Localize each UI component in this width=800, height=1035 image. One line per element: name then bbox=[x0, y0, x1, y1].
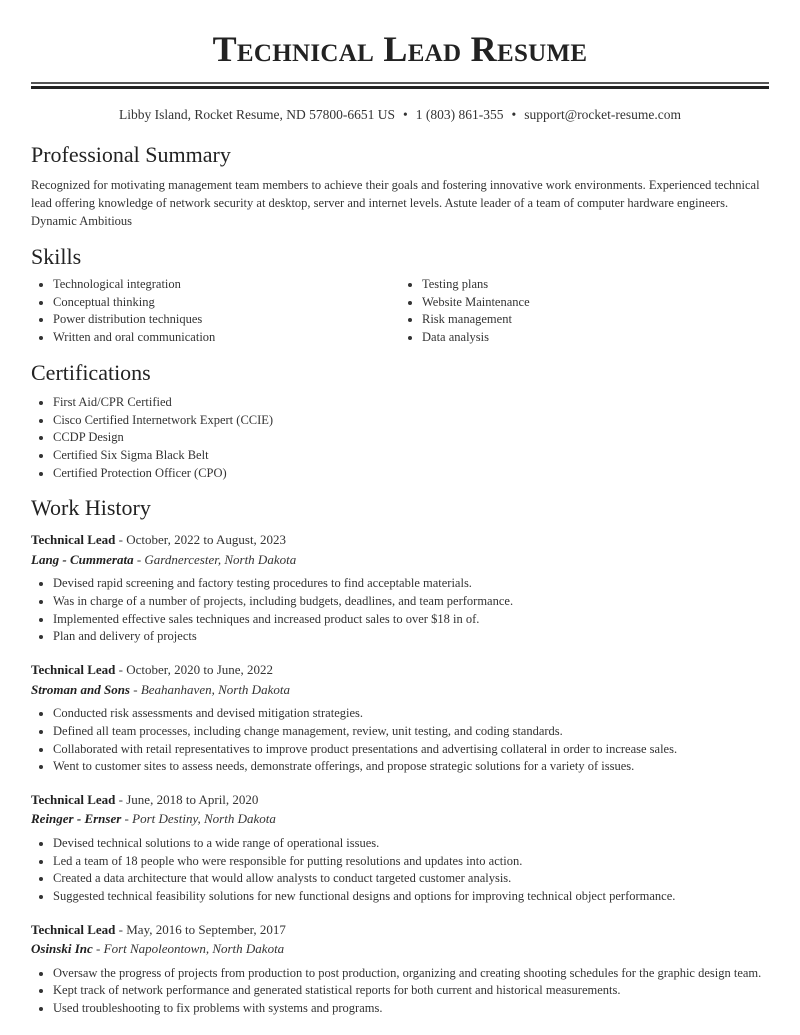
job-entry bbox=[31, 660, 769, 776]
job-dates: May, 2016 to September, 2017 bbox=[126, 921, 286, 937]
contact-email: support@rocket-resume.com bbox=[524, 107, 681, 122]
summary-text: Recognized for motivating management team members to achieve their goals and fostering innovative work environments. Experienced technical lead offering knowledge of network security at desktop, server and internet levels. Astute leader of a team of computer hardware engineers. Dynamic Ambitious bbox=[31, 178, 760, 228]
certification-item: • CCDP Design bbox=[53, 429, 769, 447]
work-history-heading: Work History bbox=[31, 495, 151, 521]
skills-heading: Skills bbox=[31, 244, 82, 269]
job-dates: October, 2020 to June, 2022 bbox=[126, 662, 274, 678]
job-bullet: • Oversaw the progress of projects from production to post production, organizing and creating shooting schedules for the graphic design team. bbox=[53, 965, 769, 983]
resume-title: Technical Lead Resume bbox=[212, 29, 588, 69]
job-dates: June, 2018 to April, 2020 bbox=[126, 791, 259, 807]
company-line bbox=[31, 680, 769, 700]
dash: - bbox=[115, 532, 127, 548]
separator-dot: • bbox=[403, 107, 408, 122]
job-bullet: • Conducted risk assessments and devised mitigation strategies. bbox=[53, 705, 769, 723]
skills-list-right bbox=[400, 276, 769, 347]
job-bullets bbox=[31, 835, 769, 906]
dash: - bbox=[133, 551, 145, 567]
dash: - bbox=[130, 681, 141, 697]
certification-item: • Certified Six Sigma Black Belt bbox=[53, 447, 769, 465]
job-title: Technical Lead bbox=[31, 921, 116, 937]
company-location: Fort Napoleontown, North Dakota bbox=[103, 941, 285, 957]
contact-address: Libby Island, Rocket Resume, ND 57800-6651 US bbox=[119, 107, 395, 122]
skill-item: • Technological integration bbox=[53, 276, 400, 294]
job-bullet: • Led a team of 18 people who were responsible for putting resolutions and updates into action. bbox=[53, 853, 769, 871]
company-line bbox=[31, 939, 769, 959]
job-bullet: • Defined all team processes, including change management, review, unit testing, and coding standards. bbox=[53, 723, 769, 741]
skills-list-left bbox=[31, 276, 400, 347]
job-title-line bbox=[31, 790, 769, 810]
company-line bbox=[31, 809, 769, 829]
dash: - bbox=[115, 662, 127, 678]
job-title-line bbox=[31, 530, 769, 550]
job-title: Technical Lead bbox=[31, 532, 116, 548]
job-bullet: • Devised rapid screening and factory testing procedures to find acceptable materials. bbox=[53, 575, 769, 593]
job-bullet: • Created a data architecture that would allow analysts to conduct targeted customer analysis. bbox=[53, 870, 769, 888]
certifications-list bbox=[31, 394, 769, 483]
company-name: Osinski Inc bbox=[31, 941, 93, 957]
contact-phone: 1 (803) 861-355 bbox=[415, 107, 504, 122]
job-bullet: • Implemented effective sales techniques and increased product sales to over $18 in of. bbox=[53, 611, 769, 629]
skill-item: • Data analysis bbox=[422, 329, 769, 347]
skill-item: • Conceptual thinking bbox=[53, 294, 400, 312]
header-divider-thin bbox=[31, 82, 769, 84]
company-location: Gardnercester, North Dakota bbox=[144, 551, 297, 567]
company-location: Port Destiny, North Dakota bbox=[132, 811, 276, 827]
contact-line bbox=[31, 106, 769, 124]
company-location: Beahanhaven, North Dakota bbox=[140, 681, 290, 697]
skill-item: • Testing plans bbox=[422, 276, 769, 294]
dash: - bbox=[121, 811, 133, 827]
skill-item: • Risk management bbox=[422, 311, 769, 329]
job-title-line bbox=[31, 660, 769, 680]
dash: - bbox=[115, 921, 127, 937]
job-bullets bbox=[31, 705, 769, 776]
job-bullet: • Went to customer sites to assess needs, demonstrate offerings, and propose strategic solutions for a variety of issues. bbox=[53, 758, 769, 776]
separator-dot: • bbox=[511, 107, 517, 122]
job-bullet: • Kept track of network performance and generated statistical reports for both current and historical measurements. bbox=[53, 982, 769, 1000]
job-bullet: • Plan and delivery of projects bbox=[53, 628, 769, 646]
job-entry bbox=[31, 920, 769, 1018]
job-entry bbox=[31, 530, 769, 646]
job-title-line bbox=[31, 920, 769, 940]
job-bullet: • Used troubleshooting to fix problems with systems and programs. bbox=[53, 1000, 769, 1018]
job-bullet: • Was in charge of a number of projects, including budgets, deadlines, and team performance. bbox=[53, 593, 769, 611]
job-dates: October, 2022 to August, 2023 bbox=[126, 532, 287, 548]
skill-item: • Written and oral communication bbox=[53, 329, 400, 347]
company-line bbox=[31, 550, 769, 570]
job-bullet: • Suggested technical feasibility solutions for new functional designs and options for improving technical object performance. bbox=[53, 888, 769, 906]
company-name: Lang - Cummerata bbox=[31, 551, 134, 567]
job-bullet: • Devised technical solutions to a wide range of operational issues. bbox=[53, 835, 769, 853]
dash: - bbox=[115, 791, 127, 807]
skill-item: • Website Maintenance bbox=[422, 294, 769, 312]
company-name: Reinger - Ernser bbox=[31, 811, 122, 827]
job-entry bbox=[31, 790, 769, 906]
certification-item: • First Aid/CPR Certified bbox=[53, 394, 769, 412]
dash: - bbox=[92, 941, 104, 957]
certifications-heading: Certifications bbox=[31, 359, 151, 385]
job-title: Technical Lead bbox=[31, 662, 116, 678]
job-bullet: • Collaborated with retail representatives to improve product presentations and advertising collateral in order to increase sales. bbox=[53, 741, 769, 759]
summary-heading: Professional Summary bbox=[31, 142, 231, 167]
company-name: Stroman and Sons bbox=[31, 681, 130, 697]
skills-columns bbox=[31, 276, 769, 347]
job-title: Technical Lead bbox=[31, 791, 116, 807]
skill-item: • Power distribution techniques bbox=[53, 311, 400, 329]
certification-item: • Certified Protection Officer (CPO) bbox=[53, 465, 769, 483]
job-bullets bbox=[31, 965, 769, 1018]
job-bullets bbox=[31, 575, 769, 646]
certification-item: • Cisco Certified Internetwork Expert (CCIE) bbox=[53, 412, 769, 430]
header-divider-thick bbox=[31, 86, 769, 89]
